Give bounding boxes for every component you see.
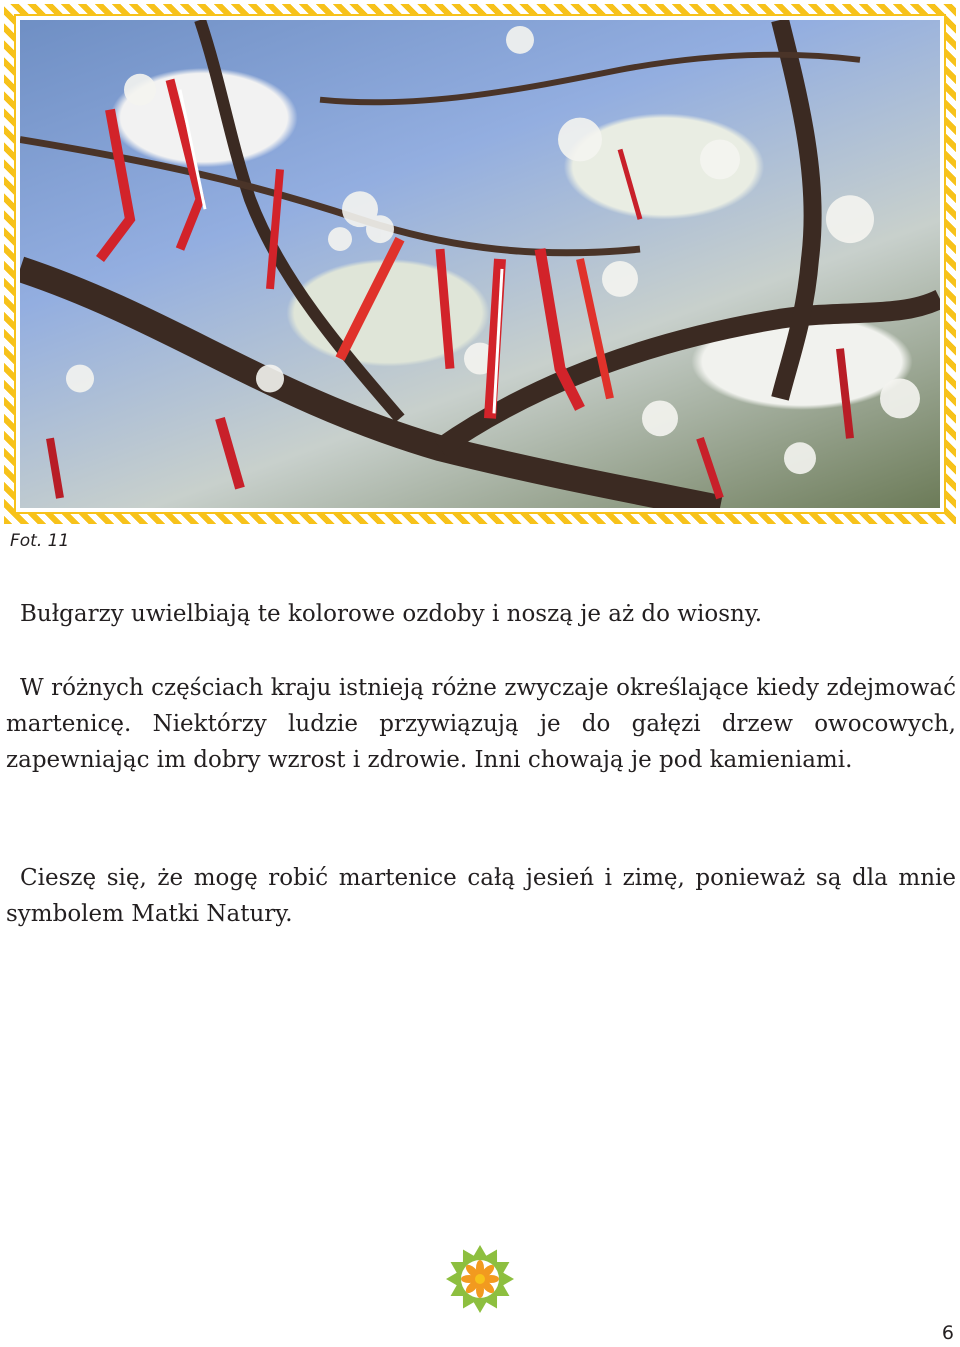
paragraph-3-text: Cieszę się, że mogę robić martenice całą jesień i zimę, ponieważ są dla mnie symbolem Matki Natury. xyxy=(6,865,956,927)
paragraph-2 xyxy=(6,670,956,778)
photo-caption: Fot. 11 xyxy=(10,531,70,551)
paragraph-1 xyxy=(6,596,956,632)
paragraph-2-text: W różnych częściach kraju istnieją różne zwyczaje określające kiedy zdejmować martenicę. Niektórzy ludzie przywiązują je do gałęzi drzew owocowych, zapewniając im dobry wzrost i zdrowie. Inni chowają je pod kamieniami. xyxy=(6,675,956,773)
photo-martenitsa-tree xyxy=(20,20,940,508)
paragraph-3 xyxy=(6,860,956,932)
photo-frame-inner xyxy=(14,14,946,514)
tree-branch xyxy=(440,299,940,448)
photo-illustration xyxy=(20,20,940,508)
paragraph-1-text: Bułgarzy uwielbiają te kolorowe ozdoby i noszą je aż do wiosny. xyxy=(20,601,763,627)
flower-emblem-icon xyxy=(445,1244,515,1314)
tree-branch xyxy=(320,55,860,103)
page-number: 6 xyxy=(941,1322,954,1344)
tree-branch xyxy=(780,20,813,398)
photo-frame xyxy=(4,4,956,524)
